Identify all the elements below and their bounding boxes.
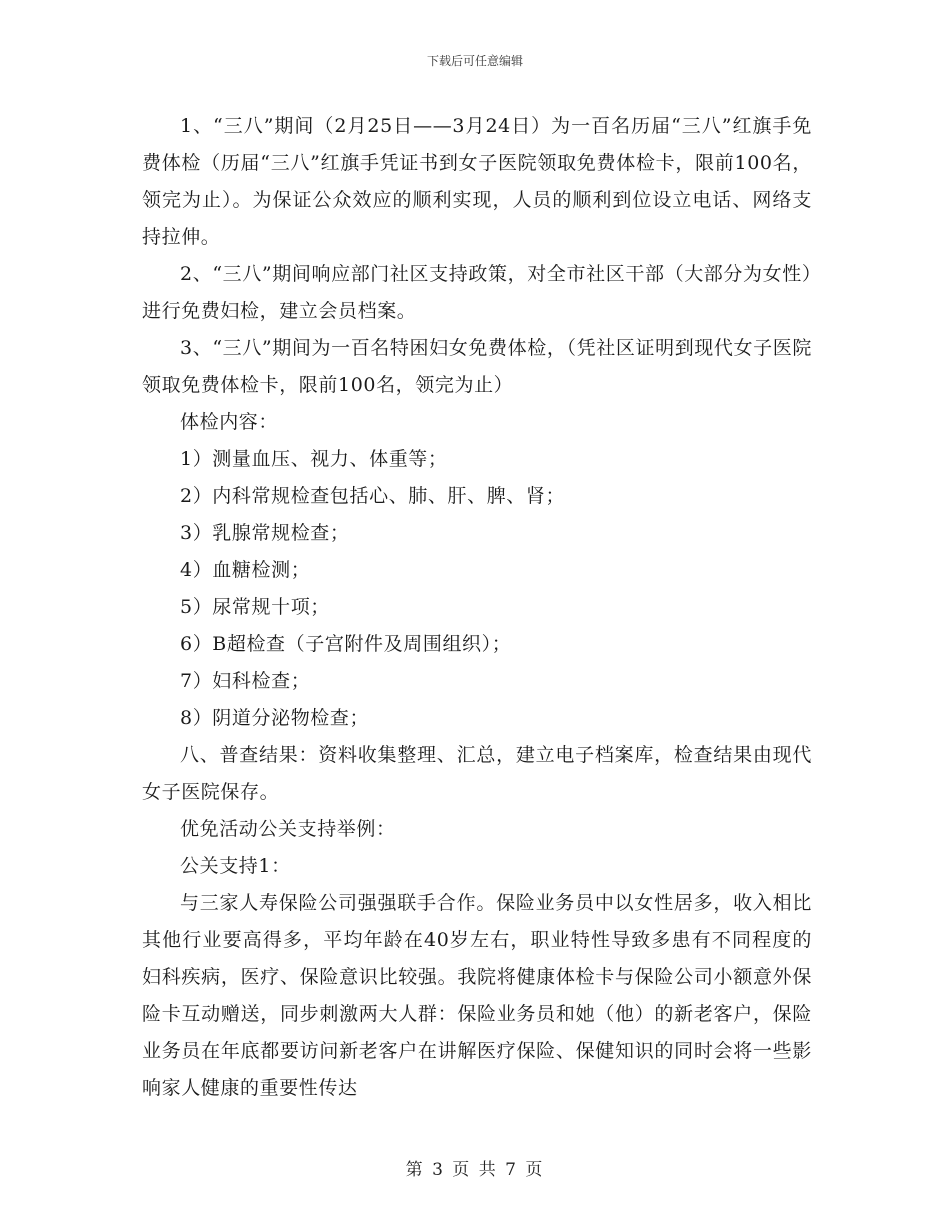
- page-footer: 第 3 页 共 7 页: [405, 1160, 545, 1180]
- pr-support-examples-heading: 优免活动公关支持举例：: [180, 818, 396, 840]
- pr-support-1-body: 与三家人寿保险公司强强联手合作。保险业务员中以女性居多，收入相比其他行业要高得多，平均年龄在40岁左右，职业特性导致多患有不同程度的妇科疾病，医疗、保险意识比较强。我院将健康体检卡与保险公司小额意外保险卡互动赠送，同步刺激两大人群：保险业务员和她（他）的新老客户，保险业务员在年底都要访问新老客户在讲解医疗保险、保健知识的同时会将一些影响家人健康的重要性传达: [142, 892, 812, 1099]
- exam-item-3: 3）乳腺常规检查；: [180, 522, 350, 544]
- exam-item-5: 5）尿常规十项；: [180, 596, 330, 618]
- exam-item-7: 7）妇科检查；: [180, 670, 311, 692]
- paragraph-item-1: 1、“三八”期间（2月25日——3月24日）为一百名历届“三八”红旗手免费体检（历届“三八”红旗手凭证书到女子医院领取免费体检卡，限前100名，领完为止）。为保证公众效应的顺利实现，人员的顺利到位设立电话、网络支持拉伸。: [142, 115, 812, 248]
- page-header: 下载后可任意编辑: [426, 54, 523, 68]
- exam-item-1: 1）测量血压、视力、体重等；: [180, 448, 448, 470]
- document-body: [142, 108, 812, 1107]
- section-8-results: 八、普查结果：资料收集整理、汇总，建立电子档案库，检查结果由现代女子医院保存。: [142, 744, 812, 803]
- exam-item-4: 4）血糖检测；: [180, 559, 311, 581]
- paragraph-item-3: 3、“三八”期间为一百名特困妇女免费体检，（凭社区证明到现代女子医院领取免费体检卡，限前100名，领完为止）: [142, 337, 812, 396]
- exam-contents-heading: 体检内容：: [180, 411, 279, 433]
- exam-item-2: 2）内科常规检查包括心、肺、肝、脾、肾；: [180, 485, 566, 507]
- paragraph-item-2: 2、“三八”期间响应部门社区支持政策，对全市社区干部（大部分为女性）进行免费妇检，建立会员档案。: [142, 263, 812, 322]
- exam-item-8: 8）阴道分泌物检查；: [180, 707, 370, 729]
- pr-support-1-heading: 公关支持1：: [180, 855, 291, 877]
- exam-item-6: 6）B超检查（子宫附件及周围组织）；: [180, 633, 512, 655]
